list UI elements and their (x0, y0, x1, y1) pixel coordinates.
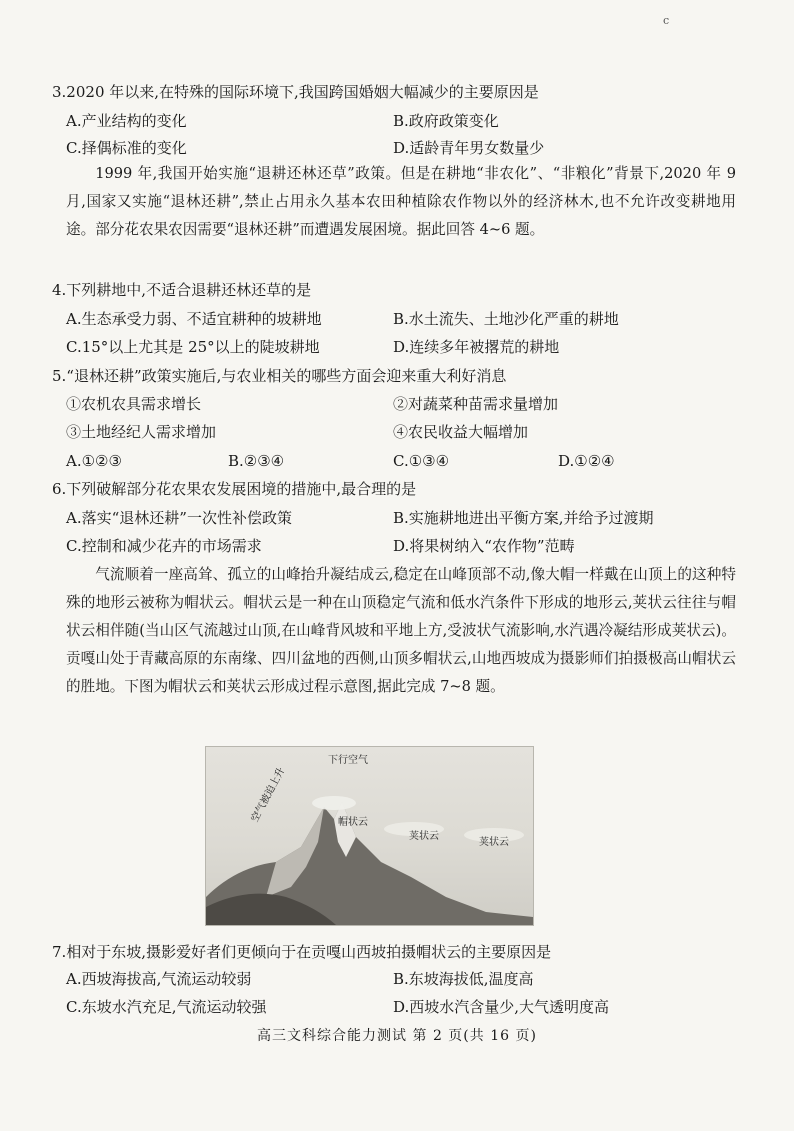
q6-option-d: D.将果树纳入“农作物”范畴 (393, 537, 575, 555)
q4-option-c: C.15°以上尤其是 25°以上的陡坡耕地 (66, 338, 320, 356)
q3-option-a: A.产业结构的变化 (66, 112, 187, 130)
label-lenticular-cloud-1: 荚状云 (409, 831, 439, 842)
q7-option-c: C.东坡水汽充足,气流运动较强 (66, 998, 267, 1016)
label-lenticular-cloud-2: 荚状云 (479, 837, 509, 848)
q5-statement-3: ③土地经纪人需求增加 (66, 423, 217, 441)
label-rising-air: 空气被迫上升 (249, 765, 288, 825)
q7-option-d: D.西坡水汽含量少,大气透明度高 (393, 998, 610, 1016)
cap-cloud-diagram (205, 746, 534, 926)
q4-option-a: A.生态承受力弱、不适宜耕种的坡耕地 (66, 310, 322, 328)
q5-statement-1: ①农机农具需求增长 (66, 395, 202, 413)
q3-option-b: B.政府政策变化 (393, 112, 499, 130)
q4-stem: 4.下列耕地中,不适合退耕还林还草的是 (52, 281, 312, 299)
q6-stem: 6.下列破解部分花农果农发展困境的措施中,最合理的是 (52, 480, 417, 498)
q6-option-b: B.实施耕地进出平衡方案,并给予过渡期 (393, 509, 654, 527)
q3-option-c: C.择偶标准的变化 (66, 139, 187, 157)
q5-option-b: B.②③④ (228, 452, 285, 470)
q3-option-d: D.适龄青年男女数量少 (393, 139, 545, 157)
page-mark: c (663, 14, 670, 27)
label-descending-air: 下行空气 (328, 755, 368, 766)
q5-option-a: A.①②③ (66, 452, 122, 470)
q5-statement-4: ④农民收益大幅增加 (393, 423, 529, 441)
q5-option-d: D.①②④ (558, 452, 615, 470)
q5-option-c: C.①③④ (393, 452, 450, 470)
page-footer: 高三文科综合能力测试 第 2 页(共 16 页) (257, 1028, 537, 1044)
q6-option-a: A.落实“退林还耕”一次性补偿政策 (66, 509, 292, 527)
label-cap-cloud: 帽状云 (338, 817, 368, 828)
q5-statement-2: ②对蔬菜种苗需求量增加 (393, 395, 559, 413)
q3-stem: 3.2020 年以来,在特殊的国际环境下,我国跨国婚姻大幅减少的主要原因是 (52, 83, 539, 101)
q7-option-a: A.西坡海拔高,气流运动较弱 (66, 970, 252, 988)
q4-option-d: D.连续多年被撂荒的耕地 (393, 338, 560, 356)
q4-option-b: B.水土流失、土地沙化严重的耕地 (393, 310, 619, 328)
q7-stem: 7.相对于东坡,摄影爱好者们更倾向于在贡嘎山西坡拍摄帽状云的主要原因是 (52, 943, 552, 961)
q6-option-c: C.控制和减少花卉的市场需求 (66, 537, 262, 555)
passage-tuigeng: 1999 年,我国开始实施“退耕还林还草”政策。但是在耕地“非农化”、“非粮化”背景下,2020 年 9 月,国家又实施“退林还耕”,禁止占用永久基本农田种植除农作物以外的经济林木,也不允许改变耕地用途。部分花农果农因需要“退林还耕”而遭遇发展困境。据此回答 4~6 题。 (66, 165, 736, 238)
passage-cap-cloud: 气流顺着一座高耸、孤立的山峰抬升凝结成云,稳定在山峰顶部不动,像大帽一样戴在山顶上的这种特殊的地形云被称为帽状云。帽状云是一种在山顶稳定气流和低水汽条件下形成的地形云,荚状云往往与帽状云相伴随(当山区气流越过山顶,在山峰背风坡和平地上方,受波状气流影响,水汽遇冷凝结形成荚状云)。贡嘎山处于青藏高原的东南缘、四川盆地的西侧,山顶多帽状云,山地西坡成为摄影师们拍摄极高山帽状云的胜地。下图为帽状云和荚状云形成过程示意图,据此完成 7~8 题。 (66, 566, 736, 695)
q7-option-b: B.东坡海拔低,温度高 (393, 970, 534, 988)
q5-stem: 5.“退林还耕”政策实施后,与农业相关的哪些方面会迎来重大利好消息 (52, 367, 507, 385)
